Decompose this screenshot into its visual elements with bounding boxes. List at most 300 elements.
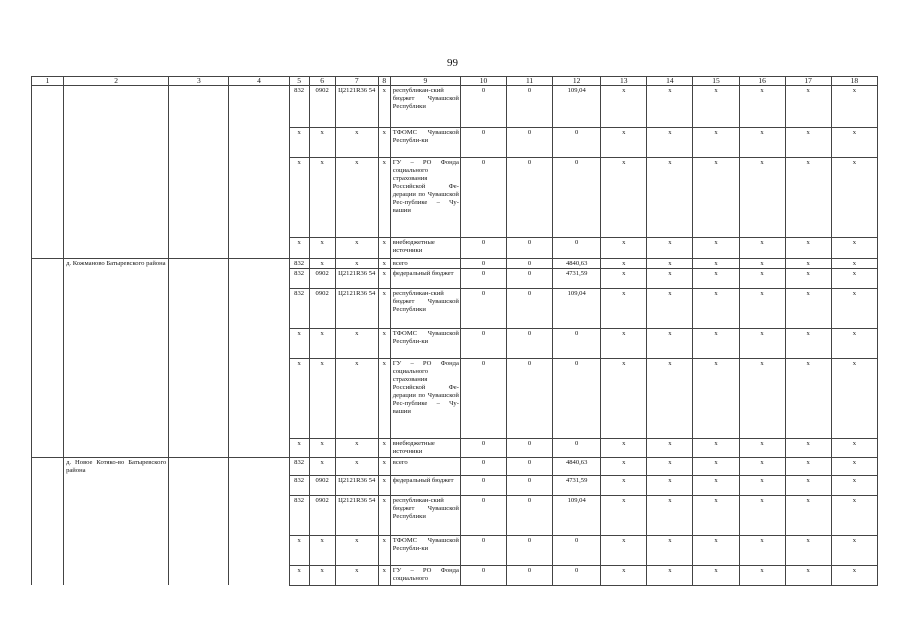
value-cell-c10: 0 — [460, 238, 506, 259]
value-cell-c10: 0 — [460, 329, 506, 359]
value-cell-c7: х — [335, 458, 378, 476]
budget-table — [31, 76, 878, 586]
value-cell-c8: х — [378, 238, 390, 259]
value-cell-c14: х — [647, 495, 693, 535]
locality-cell: д. Кожманово Батыревского района — [64, 259, 169, 269]
value-cell-c5: 832 — [289, 495, 309, 535]
funding-source-cell: ТФОМС Чувашской Республи-ки — [390, 535, 460, 565]
empty-cell — [169, 329, 229, 359]
value-cell-c18: х — [831, 329, 877, 359]
value-cell-c11: 0 — [507, 238, 553, 259]
table-row — [32, 565, 878, 585]
value-cell-c15: х — [693, 259, 739, 269]
value-cell-c13: х — [601, 475, 647, 495]
value-cell-c12: 0 — [553, 329, 601, 359]
empty-cell — [229, 289, 289, 329]
value-cell-c14: х — [647, 329, 693, 359]
column-number-8: 8 — [378, 77, 390, 86]
value-cell-c5: 832 — [289, 458, 309, 476]
column-number-17: 17 — [785, 77, 831, 86]
value-cell-c6: 0902 — [309, 86, 335, 128]
value-cell-c15: х — [693, 329, 739, 359]
value-cell-c7: х — [335, 158, 378, 238]
locality-cell — [64, 359, 169, 439]
value-cell-c11: 0 — [507, 565, 553, 585]
value-cell-c10: 0 — [460, 535, 506, 565]
value-cell-c17: х — [785, 269, 831, 289]
value-cell-c7: х — [335, 565, 378, 585]
value-cell-c14: х — [647, 259, 693, 269]
value-cell-c14: х — [647, 269, 693, 289]
locality-cell — [64, 289, 169, 329]
locality-cell — [64, 565, 169, 585]
empty-cell — [229, 439, 289, 458]
funding-source-cell: всего — [390, 458, 460, 476]
empty-cell — [229, 475, 289, 495]
funding-source-cell: ТФОМС Чувашской Республи-ки — [390, 128, 460, 158]
value-cell-c16: х — [739, 458, 785, 476]
value-cell-c14: х — [647, 289, 693, 329]
empty-cell — [229, 128, 289, 158]
value-cell-c15: х — [693, 289, 739, 329]
empty-cell — [32, 458, 64, 476]
empty-cell — [229, 269, 289, 289]
value-cell-c13: х — [601, 269, 647, 289]
value-cell-c5: х — [289, 359, 309, 439]
empty-cell — [169, 359, 229, 439]
table-row — [32, 128, 878, 158]
column-number-18: 18 — [831, 77, 877, 86]
value-cell-c15: х — [693, 458, 739, 476]
empty-cell — [32, 565, 64, 585]
column-number-9: 9 — [390, 77, 460, 86]
empty-cell — [169, 238, 229, 259]
funding-source-cell: внебюджетные источники — [390, 439, 460, 458]
table-row — [32, 158, 878, 238]
locality-cell — [64, 158, 169, 238]
value-cell-c14: х — [647, 128, 693, 158]
locality-cell — [64, 475, 169, 495]
value-cell-c13: х — [601, 565, 647, 585]
value-cell-c17: х — [785, 495, 831, 535]
value-cell-c11: 0 — [507, 458, 553, 476]
value-cell-c12: 109,04 — [553, 289, 601, 329]
value-cell-c6: х — [309, 439, 335, 458]
value-cell-c6: х — [309, 329, 335, 359]
value-cell-c5: х — [289, 439, 309, 458]
value-cell-c13: х — [601, 158, 647, 238]
value-cell-c16: х — [739, 535, 785, 565]
value-cell-c7: Ц2121R36 54 — [335, 269, 378, 289]
value-cell-c7: х — [335, 535, 378, 565]
funding-source-cell: ГУ – РО Фонда социального страхования Российской Фе-дерации по Чувашской Рес-публике – Чу-вашии — [390, 359, 460, 439]
value-cell-c17: х — [785, 86, 831, 128]
value-cell-c8: х — [378, 128, 390, 158]
value-cell-c8: х — [378, 359, 390, 439]
empty-cell — [32, 269, 64, 289]
value-cell-c11: 0 — [507, 128, 553, 158]
empty-cell — [229, 238, 289, 259]
empty-cell — [229, 158, 289, 238]
funding-source-cell: федеральный бюджет — [390, 475, 460, 495]
funding-source-cell: ТФОМС Чувашской Республи-ки — [390, 329, 460, 359]
locality-cell — [64, 128, 169, 158]
value-cell-c6: х — [309, 158, 335, 238]
funding-source-cell: республикан-ский бюджет Чувашской Республики — [390, 86, 460, 128]
empty-cell — [32, 475, 64, 495]
value-cell-c6: х — [309, 565, 335, 585]
empty-cell — [169, 158, 229, 238]
empty-cell — [229, 458, 289, 476]
empty-cell — [229, 359, 289, 439]
value-cell-c15: х — [693, 495, 739, 535]
column-number-11: 11 — [507, 77, 553, 86]
funding-source-cell: всего — [390, 259, 460, 269]
value-cell-c8: х — [378, 289, 390, 329]
value-cell-c11: 0 — [507, 259, 553, 269]
value-cell-c15: х — [693, 565, 739, 585]
value-cell-c15: х — [693, 269, 739, 289]
value-cell-c6: 0902 — [309, 475, 335, 495]
table-row — [32, 259, 878, 269]
column-number-5: 5 — [289, 77, 309, 86]
value-cell-c12: 0 — [553, 535, 601, 565]
column-number-1: 1 — [32, 77, 64, 86]
value-cell-c8: х — [378, 495, 390, 535]
locality-cell — [64, 238, 169, 259]
funding-source-cell: ГУ – РО Фонда социального страхования Российской Фе-дерации по Чувашской Рес-публике – Чу-вашии — [390, 158, 460, 238]
value-cell-c12: 0 — [553, 565, 601, 585]
column-number-4: 4 — [229, 77, 289, 86]
value-cell-c13: х — [601, 458, 647, 476]
value-cell-c8: х — [378, 158, 390, 238]
value-cell-c11: 0 — [507, 158, 553, 238]
value-cell-c13: х — [601, 238, 647, 259]
value-cell-c18: х — [831, 439, 877, 458]
table-row — [32, 359, 878, 439]
value-cell-c10: 0 — [460, 359, 506, 439]
value-cell-c18: х — [831, 565, 877, 585]
value-cell-c12: 0 — [553, 238, 601, 259]
value-cell-c12: 0 — [553, 128, 601, 158]
value-cell-c17: х — [785, 259, 831, 269]
funding-source-cell: федеральный бюджет — [390, 269, 460, 289]
value-cell-c15: х — [693, 128, 739, 158]
value-cell-c13: х — [601, 359, 647, 439]
value-cell-c11: 0 — [507, 289, 553, 329]
value-cell-c18: х — [831, 158, 877, 238]
value-cell-c11: 0 — [507, 495, 553, 535]
column-number-16: 16 — [739, 77, 785, 86]
value-cell-c8: х — [378, 269, 390, 289]
value-cell-c17: х — [785, 535, 831, 565]
page-number: 99 — [447, 57, 458, 69]
value-cell-c16: х — [739, 495, 785, 535]
value-cell-c5: 832 — [289, 259, 309, 269]
column-number-10: 10 — [460, 77, 506, 86]
value-cell-c18: х — [831, 495, 877, 535]
value-cell-c6: 0902 — [309, 495, 335, 535]
value-cell-c6: х — [309, 259, 335, 269]
value-cell-c7: х — [335, 359, 378, 439]
value-cell-c10: 0 — [460, 158, 506, 238]
value-cell-c14: х — [647, 359, 693, 439]
empty-cell — [169, 128, 229, 158]
value-cell-c18: х — [831, 475, 877, 495]
column-number-12: 12 — [553, 77, 601, 86]
empty-cell — [229, 259, 289, 269]
value-cell-c8: х — [378, 439, 390, 458]
value-cell-c12: 0 — [553, 359, 601, 439]
table-row — [32, 458, 878, 476]
value-cell-c13: х — [601, 128, 647, 158]
empty-cell — [32, 495, 64, 535]
value-cell-c18: х — [831, 259, 877, 269]
value-cell-c10: 0 — [460, 259, 506, 269]
table-row — [32, 535, 878, 565]
empty-cell — [32, 289, 64, 329]
value-cell-c17: х — [785, 329, 831, 359]
value-cell-c10: 0 — [460, 458, 506, 476]
value-cell-c5: 832 — [289, 289, 309, 329]
funding-source-cell: республикан-ский бюджет Чувашской Республики — [390, 289, 460, 329]
value-cell-c16: х — [739, 359, 785, 439]
value-cell-c17: х — [785, 565, 831, 585]
value-cell-c10: 0 — [460, 565, 506, 585]
value-cell-c11: 0 — [507, 329, 553, 359]
value-cell-c7: х — [335, 439, 378, 458]
column-number-3: 3 — [169, 77, 229, 86]
value-cell-c10: 0 — [460, 289, 506, 329]
value-cell-c10: 0 — [460, 128, 506, 158]
value-cell-c18: х — [831, 535, 877, 565]
empty-cell — [32, 86, 64, 128]
empty-cell — [169, 475, 229, 495]
value-cell-c11: 0 — [507, 359, 553, 439]
value-cell-c13: х — [601, 259, 647, 269]
empty-cell — [169, 565, 229, 585]
value-cell-c12: 4731,59 — [553, 269, 601, 289]
value-cell-c14: х — [647, 238, 693, 259]
value-cell-c15: х — [693, 158, 739, 238]
value-cell-c10: 0 — [460, 495, 506, 535]
table-row — [32, 269, 878, 289]
table-row — [32, 475, 878, 495]
value-cell-c5: 832 — [289, 475, 309, 495]
value-cell-c8: х — [378, 329, 390, 359]
value-cell-c13: х — [601, 439, 647, 458]
value-cell-c5: х — [289, 238, 309, 259]
column-number-15: 15 — [693, 77, 739, 86]
value-cell-c16: х — [739, 269, 785, 289]
value-cell-c17: х — [785, 158, 831, 238]
empty-cell — [229, 495, 289, 535]
empty-cell — [32, 128, 64, 158]
value-cell-c18: х — [831, 269, 877, 289]
value-cell-c6: х — [309, 458, 335, 476]
empty-cell — [169, 458, 229, 476]
value-cell-c15: х — [693, 238, 739, 259]
value-cell-c7: х — [335, 128, 378, 158]
value-cell-c7: Ц2121R36 54 — [335, 289, 378, 329]
empty-cell — [32, 439, 64, 458]
value-cell-c7: Ц2121R36 54 — [335, 86, 378, 128]
value-cell-c5: х — [289, 158, 309, 238]
value-cell-c6: 0902 — [309, 269, 335, 289]
value-cell-c11: 0 — [507, 475, 553, 495]
column-number-7: 7 — [335, 77, 378, 86]
value-cell-c17: х — [785, 128, 831, 158]
value-cell-c11: 0 — [507, 86, 553, 128]
value-cell-c7: х — [335, 259, 378, 269]
empty-cell — [32, 259, 64, 269]
value-cell-c6: х — [309, 238, 335, 259]
value-cell-c14: х — [647, 458, 693, 476]
value-cell-c16: х — [739, 128, 785, 158]
locality-cell: д. Новое Котяко-во Батыревского района — [64, 458, 169, 476]
value-cell-c10: 0 — [460, 86, 506, 128]
value-cell-c15: х — [693, 86, 739, 128]
value-cell-c12: 109,04 — [553, 495, 601, 535]
empty-cell — [229, 565, 289, 585]
value-cell-c5: х — [289, 565, 309, 585]
value-cell-c18: х — [831, 86, 877, 128]
empty-cell — [32, 535, 64, 565]
empty-cell — [32, 238, 64, 259]
value-cell-c14: х — [647, 158, 693, 238]
value-cell-c16: х — [739, 289, 785, 329]
value-cell-c15: х — [693, 535, 739, 565]
value-cell-c5: 832 — [289, 269, 309, 289]
value-cell-c17: х — [785, 458, 831, 476]
value-cell-c15: х — [693, 439, 739, 458]
value-cell-c12: 4840,63 — [553, 458, 601, 476]
value-cell-c7: х — [335, 329, 378, 359]
value-cell-c17: х — [785, 359, 831, 439]
value-cell-c13: х — [601, 535, 647, 565]
empty-cell — [169, 495, 229, 535]
value-cell-c13: х — [601, 289, 647, 329]
value-cell-c14: х — [647, 535, 693, 565]
column-number-row — [32, 77, 878, 86]
empty-cell — [169, 289, 229, 329]
value-cell-c10: 0 — [460, 269, 506, 289]
value-cell-c7: Ц2121R36 54 — [335, 495, 378, 535]
value-cell-c8: х — [378, 458, 390, 476]
locality-cell — [64, 535, 169, 565]
value-cell-c6: х — [309, 535, 335, 565]
empty-cell — [169, 86, 229, 128]
value-cell-c18: х — [831, 238, 877, 259]
column-number-14: 14 — [647, 77, 693, 86]
funding-source-cell: внебюджетные источники — [390, 238, 460, 259]
value-cell-c16: х — [739, 259, 785, 269]
empty-cell — [229, 86, 289, 128]
value-cell-c17: х — [785, 439, 831, 458]
column-number-6: 6 — [309, 77, 335, 86]
value-cell-c8: х — [378, 475, 390, 495]
value-cell-c6: 0902 — [309, 289, 335, 329]
value-cell-c16: х — [739, 329, 785, 359]
empty-cell — [169, 439, 229, 458]
value-cell-c16: х — [739, 475, 785, 495]
value-cell-c5: х — [289, 329, 309, 359]
value-cell-c5: х — [289, 128, 309, 158]
value-cell-c14: х — [647, 475, 693, 495]
column-number-13: 13 — [601, 77, 647, 86]
value-cell-c17: х — [785, 238, 831, 259]
value-cell-c17: х — [785, 289, 831, 329]
locality-cell — [64, 269, 169, 289]
empty-cell — [229, 329, 289, 359]
value-cell-c10: 0 — [460, 475, 506, 495]
value-cell-c12: 0 — [553, 439, 601, 458]
locality-cell — [64, 86, 169, 128]
empty-cell — [169, 259, 229, 269]
value-cell-c7: х — [335, 238, 378, 259]
locality-cell — [64, 439, 169, 458]
empty-cell — [32, 158, 64, 238]
column-number-2: 2 — [64, 77, 169, 86]
table-row — [32, 495, 878, 535]
value-cell-c12: 109,04 — [553, 86, 601, 128]
value-cell-c8: х — [378, 259, 390, 269]
value-cell-c13: х — [601, 329, 647, 359]
empty-cell — [229, 535, 289, 565]
value-cell-c18: х — [831, 359, 877, 439]
empty-cell — [169, 535, 229, 565]
value-cell-c5: 832 — [289, 86, 309, 128]
value-cell-c18: х — [831, 458, 877, 476]
value-cell-c6: х — [309, 359, 335, 439]
value-cell-c16: х — [739, 439, 785, 458]
locality-cell — [64, 329, 169, 359]
value-cell-c11: 0 — [507, 535, 553, 565]
value-cell-c11: 0 — [507, 269, 553, 289]
value-cell-c12: 0 — [553, 158, 601, 238]
value-cell-c12: 4731,59 — [553, 475, 601, 495]
table-row — [32, 238, 878, 259]
value-cell-c8: х — [378, 86, 390, 128]
table-row — [32, 86, 878, 128]
value-cell-c16: х — [739, 158, 785, 238]
table-row — [32, 289, 878, 329]
value-cell-c14: х — [647, 439, 693, 458]
value-cell-c15: х — [693, 475, 739, 495]
table-row — [32, 439, 878, 458]
value-cell-c13: х — [601, 86, 647, 128]
value-cell-c11: 0 — [507, 439, 553, 458]
value-cell-c7: Ц2121R36 54 — [335, 475, 378, 495]
value-cell-c18: х — [831, 289, 877, 329]
value-cell-c8: х — [378, 565, 390, 585]
funding-source-cell: республикан-ский бюджет Чувашской Республики — [390, 495, 460, 535]
value-cell-c6: х — [309, 128, 335, 158]
value-cell-c18: х — [831, 128, 877, 158]
value-cell-c12: 4840,63 — [553, 259, 601, 269]
value-cell-c14: х — [647, 565, 693, 585]
value-cell-c13: х — [601, 495, 647, 535]
value-cell-c16: х — [739, 565, 785, 585]
value-cell-c14: х — [647, 86, 693, 128]
funding-source-cell: ГУ – РО Фонда социального — [390, 565, 460, 585]
locality-cell — [64, 495, 169, 535]
table-row — [32, 329, 878, 359]
empty-cell — [169, 269, 229, 289]
value-cell-c17: х — [785, 475, 831, 495]
value-cell-c8: х — [378, 535, 390, 565]
empty-cell — [32, 329, 64, 359]
